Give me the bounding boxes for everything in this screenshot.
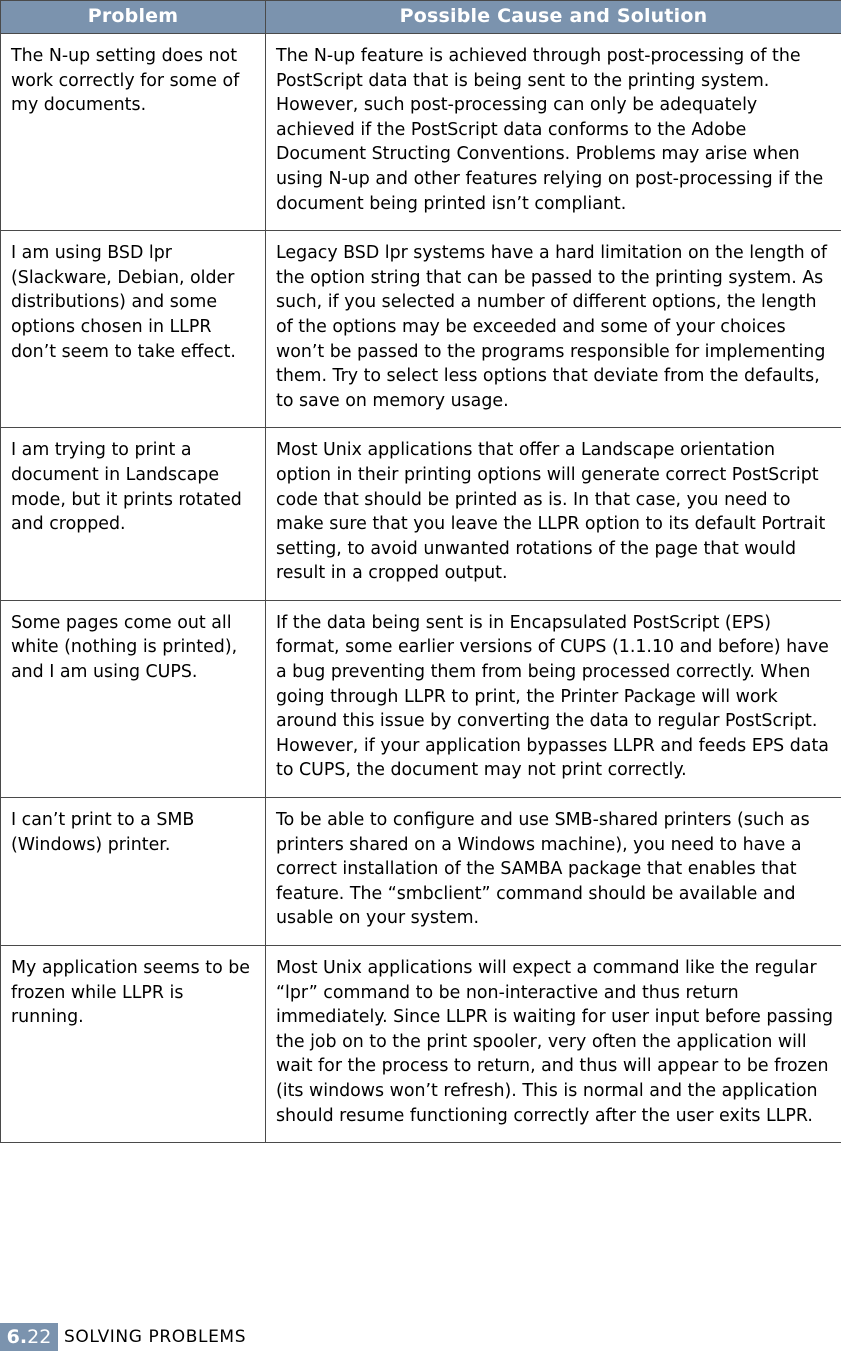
table-row <box>1 600 841 797</box>
solution-cell: If the data being sent is in Encapsulated PostScript (EPS) format, some earlier versions of CUPS (1.1.10 and before) have a bug preventing them from being processed correctly. When going through LLPR to print, the Printer Package will work around this issue by converting the data to regular PostScript. However, if your application bypasses LLPR and feeds EPS data to CUPS, the document may not print correctly. <box>266 600 841 797</box>
table-row <box>1 428 841 601</box>
problem-cell: The N-up setting does not work correctly for some of my documents. <box>1 34 266 231</box>
table-row <box>1 946 841 1143</box>
problem-cell: I am using BSD lpr (Slackware, Debian, older distributions) and some options chosen in LLPR don’t seem to take effect. <box>1 231 266 428</box>
page-number-badge <box>0 1323 58 1351</box>
section-title-text: SOLVING PROBLEMS <box>64 1327 247 1347</box>
solution-cell: Most Unix applications that offer a Landscape orientation option in their printing options will generate correct PostScript code that should be printed as is. In that case, you need to make sure that you leave the LLPR option to its default Portrait setting, to avoid unwanted rotations of the page that would result in a cropped output. <box>266 428 841 601</box>
problem-cell: My application seems to be frozen while LLPR is running. <box>1 946 266 1143</box>
page-footer <box>0 1323 246 1351</box>
table-header-row <box>1 1 841 34</box>
problem-column-header: Problem <box>1 1 266 34</box>
solution-cell: Legacy BSD lpr systems have a hard limitation on the length of the option string that can be passed to the printing system. As such, if you selected a number of different options, the length of the options may be exceeded and some of your choices won’t be passed to the programs responsible for implementing them. Try to select less options that deviate from the defaults, to save on memory usage. <box>266 231 841 428</box>
chapter-number: 6. <box>6 1326 28 1348</box>
problem-cell: Some pages come out all white (nothing is printed), and I am using CUPS. <box>1 600 266 797</box>
solution-cell: The N-up feature is achieved through post-processing of the PostScript data that is being sent to the printing system. However, such post-processing can only be adequately achieved if the PostScript data conforms to the Adobe Document Structing Conventions. Problems may arise when using N-up and other features relying on post-processing if the document being printed isn’t compliant. <box>266 34 841 231</box>
page-number: 22 <box>27 1326 52 1348</box>
solution-cell: Most Unix applications will expect a command like the regular “lpr” command to be non-interactive and thus return immediately. Since LLPR is waiting for user input before passing the job on to the print spooler, very often the application will wait for the process to return, and thus will appear to be frozen (its windows won’t refresh). This is normal and the application should resume functioning correctly after the user exits LLPR. <box>266 946 841 1143</box>
solution-cell: To be able to configure and use SMB-shared printers (such as printers shared on a Windows machine), you need to have a correct installation of the SAMBA package that enables that feature. The “smbclient” command should be available and usable on your system. <box>266 798 841 946</box>
solution-column-header: Possible Cause and Solution <box>266 1 841 34</box>
section-title <box>58 1323 246 1351</box>
table-row <box>1 798 841 946</box>
problem-cell: I can’t print to a SMB (Windows) printer. <box>1 798 266 946</box>
problem-cell: I am trying to print a document in Landscape mode, but it prints rotated and cropped. <box>1 428 266 601</box>
table-row <box>1 231 841 428</box>
table-row <box>1 34 841 231</box>
